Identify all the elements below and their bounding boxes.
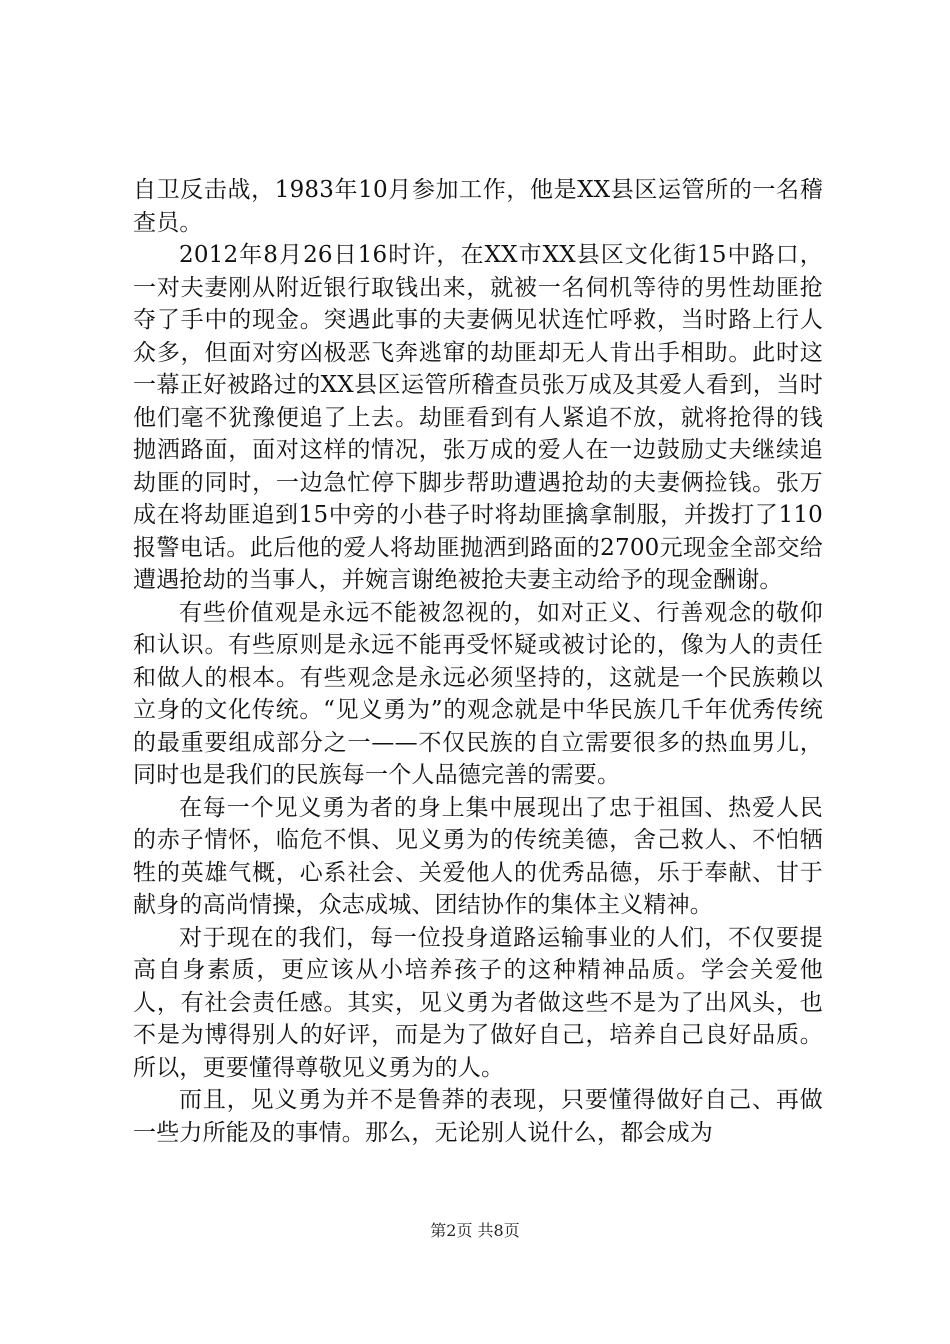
paragraph-4: 在每一个见义勇为者的身上集中展现出了忠于祖国、热爱人民的赤子情怀，临危不惧、见义勇为的传统美德，舍己救人、不怕牺牲的英雄气概，心系社会、关爱他人的优秀品德，乐于奉献、甘于献身的高尚情操，众志成城、团结协作的集体主义精神。	[133, 794, 823, 918]
paragraph-6: 而且，见义勇为并不是鲁莽的表现，只要懂得做好自己、再做一些力所能及的事情。那么，无论别人说什么，都会成为	[133, 1087, 823, 1146]
paragraph-3: 有些价值观是永远不能被忽视的，如对正义、行善观念的敬仰和认识。有些原则是永远不能再受怀疑或被讨论的，像为人的责任和做人的根本。有些观念是永远必须坚持的，这就是一个民族赖以立身的文化传统。“见义勇为”的观念就是中华民族几千年优秀传统的最重要组成部分之一——不仅民族的自立需要很多的热血男儿，同时也是我们的民族每一个人品德完善的需要。	[133, 599, 823, 788]
page-number-footer: 第2页 共8页	[430, 1221, 520, 1240]
paragraph-1: 自卫反击战，1983年10月参加工作，他是XX县区运管所的一名稽查员。	[133, 177, 823, 236]
paragraph-2: 2012年8月26日16时许，在XX市XX县区文化街15中路口，一对夫妻刚从附近银行取钱出来，就被一名伺机等待的男性劫匪抢夺了手中的现金。突遇此事的夫妻俩见状连忙呼救，当时路上行人众多，但面对穷凶极恶飞奔逃窜的劫匪却无人肯出手相助。此时这一幕正好被路过的XX县区运管所稽查员张万成及其爱人看到，当时他们毫不犹豫便追了上去。劫匪看到有人紧追不放，就将抢得的钱抛洒路面，面对这样的情况，张万成的爱人在一边鼓励丈夫继续追劫匪的同时，一边急忙停下脚步帮助遭遇抢劫的夫妻俩捡钱。张万成在将劫匪追到15中旁的小巷子时将劫匪擒拿制服，并拨打了110报警电话。此后他的爱人将劫匪抛洒到路面的2700元现金全部交给遭遇抢劫的当事人，并婉言谢绝被抢夫妻主动给予的现金酬谢。	[133, 242, 823, 593]
paragraph-5: 对于现在的我们，每一位投身道路运输事业的人们，不仅要提高自身素质，更应该从小培养孩子的这种精神品质。学会关爱他人，有社会责任感。其实，见义勇为者做这些不是为了出风头，也不是为博得别人的好评，而是为了做好自己，培养自己良好品质。所以，更要懂得尊敬见义勇为的人。	[133, 924, 823, 1081]
document-body	[133, 174, 823, 1149]
